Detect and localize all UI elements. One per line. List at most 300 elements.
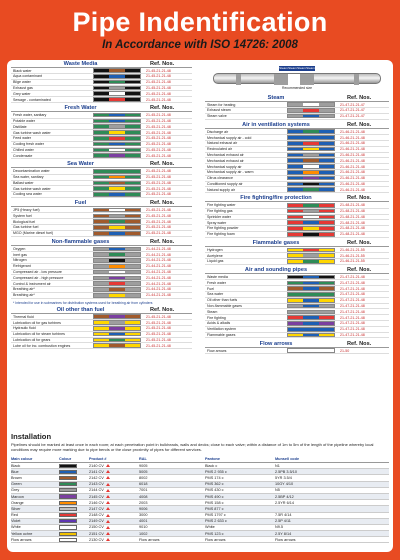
swatch-band	[125, 339, 140, 342]
warning-triangle-icon	[106, 470, 110, 473]
colour-swatch	[93, 80, 141, 85]
legend-row	[205, 333, 389, 339]
pipe-name: Fresh water, sanitary	[13, 113, 47, 118]
swatch-band	[303, 159, 318, 162]
pipe-name: Lubrication oil for gears	[13, 337, 51, 342]
pipe-name: Exhaust steam	[207, 108, 231, 113]
swatch-band	[94, 344, 109, 347]
swatch-band	[125, 220, 140, 223]
pantone-code: PMS 490 c	[205, 494, 224, 499]
pantone-code: PMS 362 c	[205, 482, 224, 487]
ref-number: 21-44-21-21-48	[146, 275, 171, 280]
ref-number: 21-46-21-21-48	[340, 187, 365, 192]
swatch-band	[303, 254, 318, 257]
pipe-name: Sewage - contaminated	[13, 97, 51, 102]
band-label: Steam	[288, 66, 297, 70]
section-title: Sea Water	[67, 161, 94, 168]
pipe-name: Chilled water	[13, 147, 34, 152]
swatch-band	[109, 277, 124, 280]
swatch-band	[303, 165, 318, 168]
pipe-name: Liquid gas	[207, 259, 224, 264]
swatch-band	[125, 226, 140, 229]
main-colour: White	[11, 525, 21, 530]
product-number: 2143 CV	[89, 482, 139, 486]
swatch-band	[303, 142, 318, 145]
swatch-band	[303, 299, 318, 302]
pipe-name: Sea water	[207, 292, 224, 297]
section-title: Air in ventilation systems	[242, 121, 310, 128]
colour-swatch	[93, 192, 141, 197]
colour-swatch	[93, 314, 141, 319]
legend-row	[11, 293, 192, 299]
section-title: Fresh Water	[64, 105, 97, 112]
ref-number: 21-47-21-21-48	[340, 298, 365, 303]
swatch-band	[303, 204, 318, 207]
colour-swatch	[93, 86, 141, 91]
pipe-name: Biological fuel	[13, 219, 36, 224]
swatch-band	[319, 254, 334, 257]
swatch-band	[125, 344, 140, 347]
ral-code: 9010	[139, 525, 148, 530]
swatch-band	[303, 233, 318, 236]
section-header	[11, 105, 192, 113]
swatch-band	[319, 334, 334, 337]
swatch-band	[319, 210, 334, 213]
swatch-band	[94, 182, 109, 185]
colour-swatch	[93, 124, 141, 129]
ref-number: 21-46-21-21-48	[340, 170, 365, 175]
pipe-name: Acetylene	[207, 253, 223, 258]
swatch-band	[303, 183, 318, 186]
swatch-band	[319, 260, 334, 263]
ref-number: 21-45-21-21-48	[146, 186, 171, 191]
product-number: 2140 CV	[89, 464, 139, 468]
colour-swatch	[287, 304, 335, 309]
product-number: 2149 CV	[89, 519, 139, 523]
band-label: Steam	[306, 66, 315, 70]
legend-section	[11, 306, 192, 349]
colour-swatch	[287, 248, 335, 253]
pipe-name: Fire fighting gas	[207, 209, 233, 214]
swatch-band	[94, 154, 109, 157]
munsell-code: N5	[275, 488, 280, 493]
ref-number: 21-47-21-21-47	[340, 114, 365, 119]
swatch-band	[319, 115, 334, 118]
pipe-name: Mechanical exhaust air	[207, 152, 244, 157]
ref-header: Ref. Nos.	[150, 105, 175, 112]
ral-code: 2003	[139, 500, 148, 505]
ref-header: Ref. Nos.	[150, 238, 175, 245]
swatch-band	[109, 215, 124, 218]
swatch-band	[125, 259, 140, 262]
section-header	[205, 121, 389, 129]
section-header	[205, 94, 389, 102]
swatch-band	[94, 232, 109, 235]
swatch-band	[319, 136, 334, 139]
colour-swatch	[287, 147, 335, 152]
ref-number: 21-44-21-21-48	[146, 270, 171, 275]
ref-header: Ref. Nos.	[347, 195, 372, 202]
swatch-band	[125, 176, 140, 179]
pipe-name: Flammable gases	[207, 333, 236, 337]
ref-header: Ref. Nos.	[347, 267, 372, 274]
column-header: Colour	[59, 457, 72, 461]
installation-section	[11, 432, 389, 453]
swatch-band	[109, 154, 124, 157]
swatch-band	[319, 130, 334, 133]
swatch-band	[94, 193, 109, 196]
swatch-band	[319, 293, 334, 296]
pipe-name: Compressed air - high pressure	[13, 275, 64, 280]
swatch-band	[288, 260, 303, 263]
colour-swatch	[93, 208, 141, 213]
colour-swatch	[59, 464, 77, 468]
swatch-band	[319, 299, 334, 302]
ref-number: 21-45-21-21-48	[146, 208, 171, 213]
ref-number: 21-45-21-21-48	[146, 74, 171, 79]
pipe-name: Gas turbine fuel	[13, 225, 39, 230]
swatch-band	[125, 232, 140, 235]
ref-number: 21-48-21-21-48	[340, 220, 365, 225]
swatch-band	[303, 249, 318, 252]
main-colour: Yellow ochre	[11, 531, 33, 536]
ref-number: 21-45-21-21-48	[146, 147, 171, 152]
colour-swatch	[287, 141, 335, 146]
ref-number: 21-44-21-21-48	[146, 246, 171, 251]
swatch-band	[288, 334, 303, 337]
pipe-name: Distillate	[13, 124, 27, 129]
colour-swatch	[59, 470, 77, 474]
colour-swatch	[59, 513, 77, 517]
swatch-band	[109, 294, 124, 297]
swatch-band	[94, 170, 109, 173]
swatch-band	[94, 75, 109, 78]
legend-row	[205, 187, 389, 193]
swatch-band	[94, 271, 109, 274]
ref-number: 21-44-21-21-48	[146, 293, 171, 298]
ral-code: 5005	[139, 469, 148, 474]
colour-swatch	[93, 153, 141, 158]
colour-swatch	[59, 476, 77, 480]
swatch-band	[109, 131, 124, 134]
swatch-band	[288, 287, 303, 290]
swatch-band	[109, 282, 124, 285]
ref-number: 21-46-21-21-48	[340, 158, 365, 163]
swatch-band	[319, 221, 334, 224]
swatch-band	[125, 333, 140, 336]
ref-number: 21-45-21-21-48	[146, 180, 171, 185]
swatch-band	[94, 143, 109, 146]
swatch-band	[319, 148, 334, 151]
ref-number: 21-45-21-21-48	[146, 118, 171, 123]
swatch-band	[303, 322, 318, 325]
legend-section	[11, 161, 192, 198]
warning-triangle-icon	[106, 501, 110, 504]
swatch-band	[288, 311, 303, 314]
colour-swatch	[93, 264, 141, 269]
pipe-name: Conditioned supply air	[207, 181, 243, 186]
colour-swatch	[287, 203, 335, 208]
swatch-band	[125, 187, 140, 190]
swatch-band	[109, 339, 124, 342]
swatch-band	[288, 249, 303, 252]
colour-cell	[59, 470, 89, 474]
colour-cell	[59, 519, 89, 523]
ref-number: 21-45-21-21-48	[146, 142, 171, 147]
warning-triangle-icon	[106, 538, 110, 541]
pipe-name: Acids & alkalis	[207, 321, 231, 326]
swatch-band	[303, 311, 318, 314]
section-title: Steam	[267, 94, 285, 101]
pantone-code: Flow arrows	[205, 537, 226, 542]
legend-section	[205, 195, 389, 238]
colour-swatch	[93, 343, 141, 348]
ref-header: Ref. Nos.	[150, 200, 175, 207]
section-header	[205, 239, 389, 247]
ral-code: 4008	[139, 494, 148, 499]
section-header	[205, 195, 389, 203]
column-header: Pantone	[205, 457, 220, 461]
pipe-name: Lube oil for inc. combustion engines	[13, 343, 71, 348]
swatch-band	[109, 248, 124, 251]
ref-number: 21-47-21-21-48	[340, 292, 365, 297]
pantone-code: Black c	[205, 463, 218, 468]
product-number: 2144 CV	[89, 488, 139, 492]
swatch-band	[319, 165, 334, 168]
section-header	[11, 306, 192, 314]
swatch-band	[288, 349, 303, 352]
swatch-band	[125, 253, 140, 256]
pipe-name: MGO (Marine diesel fuel)	[13, 231, 54, 236]
warning-triangle-icon	[106, 514, 110, 517]
ref-number: 21-45-21-21-48	[146, 192, 171, 197]
swatch-band	[288, 177, 303, 180]
ref-number: 21-45-21-21-48	[146, 231, 171, 236]
pipe-name: Condensate	[13, 153, 33, 158]
legend-row	[11, 192, 192, 198]
ref-header: Ref. Nos.	[150, 306, 175, 313]
pipe-name: Hydraulic fluid	[13, 326, 36, 331]
installation-text: Pipelines should be marked at least once in each room; at each penetration point in bulkheads, walls and decks; close to each valve; within a distance of 1m to 5m of the length of the pipeline whereby local conditions may require more marking due to pipe bends or the close proximity of pipes for different services.	[11, 442, 374, 453]
ref-number: 21-45-21-21-48	[146, 337, 171, 342]
ref-number: 21-45-21-21-48	[146, 97, 171, 102]
ref-number: 21-47-21-21-48	[340, 280, 365, 285]
swatch-band	[109, 75, 124, 78]
ref-number: 21-46-21-21-48	[340, 141, 365, 146]
swatch-band	[303, 328, 318, 331]
pipe-name: Steam	[207, 309, 218, 314]
pipe-name: Black water	[13, 68, 32, 73]
swatch-band	[94, 220, 109, 223]
warning-triangle-icon	[106, 532, 110, 535]
colour-swatch	[93, 258, 141, 263]
colour-swatch	[287, 292, 335, 297]
swatch-band	[288, 227, 303, 230]
swatch-band	[319, 316, 334, 319]
swatch-band	[303, 210, 318, 213]
colour-swatch	[287, 215, 335, 220]
colour-swatch	[287, 327, 335, 332]
ref-number: 21-46-21-21-55	[340, 253, 365, 258]
warning-triangle-icon	[106, 464, 110, 467]
product-number: 2142 CV	[89, 476, 139, 480]
colour-swatch	[93, 247, 141, 252]
colour-swatch	[287, 310, 335, 315]
swatch-band	[109, 176, 124, 179]
swatch-band	[94, 248, 109, 251]
legend-row	[205, 232, 389, 238]
swatch-band	[288, 115, 303, 118]
swatch-band	[319, 171, 334, 174]
ref-number: 21-44-21-21-48	[146, 281, 171, 286]
swatch-band	[109, 182, 124, 185]
munsell-code: 2.5BP 4/12	[275, 494, 294, 499]
pipe-name: Flow arrows	[207, 348, 227, 353]
swatch-band	[319, 328, 334, 331]
legend-section	[205, 94, 389, 120]
ref-number: 21-45-21-21-48	[146, 91, 171, 96]
pipe-name: Nitrogen	[13, 258, 27, 263]
warning-triangle-icon	[106, 520, 110, 523]
swatch-band	[94, 187, 109, 190]
ref-number: 21-48-21-21-48	[340, 226, 365, 231]
main-colour: Red	[11, 513, 18, 518]
product-number: 2146 CV	[89, 501, 139, 505]
swatch-band	[303, 293, 318, 296]
colour-swatch	[287, 275, 335, 280]
swatch-band	[125, 137, 140, 140]
pipe-name: Steam valve	[207, 114, 227, 119]
munsell-code: N1	[275, 463, 280, 468]
swatch-band	[288, 183, 303, 186]
swatch-band	[109, 226, 124, 229]
swatch-band	[109, 344, 124, 347]
swatch-band	[303, 216, 318, 219]
colour-swatch	[93, 276, 141, 281]
swatch-band	[303, 305, 318, 308]
colour-swatch	[93, 332, 141, 337]
swatch-band	[125, 92, 140, 95]
ref-header: Ref. Nos.	[150, 161, 175, 168]
swatch-band	[109, 271, 124, 274]
ref-number: 21-47-21-21-48	[340, 321, 365, 326]
product-number: 2150 CV	[89, 525, 139, 529]
pipe-name: Refrigerant	[13, 264, 31, 269]
swatch-band	[109, 92, 124, 95]
swatch-band	[288, 216, 303, 219]
ref-number: 21-45-21-21-48	[146, 113, 171, 118]
swatch-band	[303, 154, 318, 157]
pipe-name: Thermal fluid	[13, 314, 34, 319]
colour-swatch	[93, 175, 141, 180]
ref-number: 21-45-21-21-48	[146, 213, 171, 218]
swatch-band	[109, 137, 124, 140]
pipe-name: JP5 (Heavy fuel)	[13, 208, 40, 213]
swatch-band	[125, 315, 140, 318]
swatch-band	[94, 81, 109, 84]
swatch-band	[94, 333, 109, 336]
swatch-band	[288, 159, 303, 162]
colour-swatch	[287, 298, 335, 303]
swatch-band	[125, 69, 140, 72]
main-colour: Green	[11, 482, 22, 487]
pipe-name: Steam for heating	[207, 102, 236, 107]
band-label: Steam	[297, 66, 306, 70]
swatch-band	[319, 311, 334, 314]
section-header	[11, 60, 192, 68]
swatch-band	[125, 321, 140, 324]
munsell-code: 2.5YR 6/14	[275, 500, 294, 505]
ref-number: 21-47-21-21-48	[340, 315, 365, 320]
pantone-code: PMS 1797 c	[205, 513, 226, 518]
legend-row	[205, 259, 389, 265]
colour-swatch	[287, 164, 335, 169]
pipe-name: Breathing air*	[13, 293, 35, 298]
colour-swatch	[287, 348, 335, 353]
colour-cell	[59, 532, 89, 536]
swatch-band	[288, 322, 303, 325]
swatch-band	[303, 349, 318, 352]
section-title: Fuel	[74, 200, 87, 207]
swatch-band	[94, 176, 109, 179]
colour-swatch	[93, 186, 141, 191]
swatch-band	[319, 233, 334, 236]
swatch-band	[94, 137, 109, 140]
swatch-band	[109, 114, 124, 117]
colour-cell	[59, 513, 89, 517]
pantone-code: PMS 2 935 c	[205, 469, 227, 474]
swatch-band	[303, 282, 318, 285]
ral-code: 8002	[139, 475, 148, 480]
ref-number: 21-47-21-21-48	[340, 304, 365, 309]
swatch-band	[94, 288, 109, 291]
pantone-code: White	[205, 525, 215, 530]
swatch-band	[319, 276, 334, 279]
ref-number: 21-48-21-21-48	[340, 209, 365, 214]
colour-swatch	[287, 176, 335, 181]
swatch-band	[94, 98, 109, 101]
swatch-band	[125, 98, 140, 101]
colour-cell	[59, 525, 89, 529]
ref-number: 21-46-21-21-48	[340, 129, 365, 134]
main-colour: Black	[11, 463, 21, 468]
swatch-band	[319, 249, 334, 252]
pantone-code: PMS 877 c	[205, 506, 224, 511]
colour-swatch	[287, 333, 335, 338]
swatch-band	[109, 187, 124, 190]
section-header	[205, 340, 389, 348]
munsell-code: 10GY 4/10	[275, 482, 294, 487]
colour-cell	[59, 488, 89, 492]
swatch-band	[125, 154, 140, 157]
ref-number: 21-45-21-21-48	[146, 314, 171, 319]
ref-number: 21-47-21-21-48	[340, 333, 365, 337]
header	[6, 6, 394, 60]
ral-code: 9006	[139, 506, 148, 511]
ref-number: 21-47-21-21-47	[340, 108, 365, 113]
pipe-name: Oil other than fuels	[207, 298, 238, 303]
colour-swatch	[287, 226, 335, 231]
ref-number: 21-45-21-21-48	[146, 326, 171, 331]
pipe-name: Compressed air - low pressure	[13, 270, 62, 275]
ref-number: 21-47-21-21-48	[340, 286, 365, 291]
colour-cell	[59, 501, 89, 505]
swatch-band	[125, 125, 140, 128]
colour-swatch	[287, 232, 335, 237]
colour-cell	[59, 476, 89, 480]
product-number: 2151 CV	[89, 532, 139, 536]
pipe-name: Cooling fresh water	[13, 142, 44, 147]
